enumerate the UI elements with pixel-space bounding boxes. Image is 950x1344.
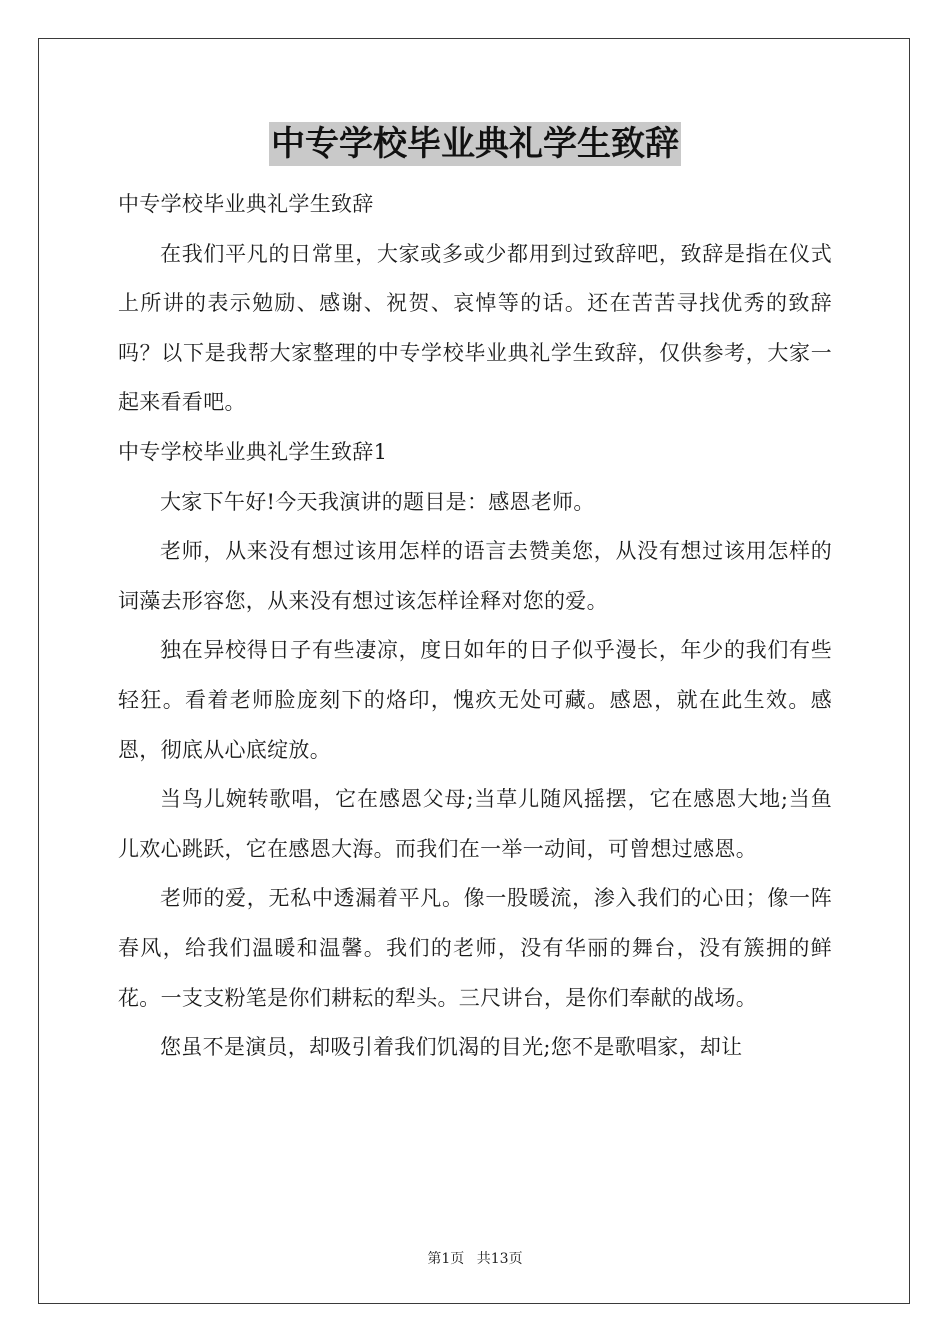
body-paragraph[interactable]: 大家下午好!今天我演讲的题目是：感恩老师。 — [160, 489, 595, 514]
body-paragraph[interactable]: 您虽不是演员，却吸引着我们饥渴的目光;您不是歌唱家，却让 — [160, 1035, 743, 1060]
page-footer — [0, 1248, 950, 1268]
body-paragraph[interactable]: 独在异校得日子有些凄凉，度日如年的日子似乎漫长，年少的我们有些轻狂。看着老师脸庞刻下的烙印，愧疚无处可藏。感恩，就在此生效。感恩，彻底从心底绽放。 — [118, 638, 832, 762]
page-number: 第1页 — [427, 1251, 465, 1267]
total-pages: 共13页 — [476, 1251, 523, 1267]
title-container — [118, 122, 832, 178]
body-paragraph[interactable]: 当鸟儿婉转歌唱，它在感恩父母;当草儿随风摇摆，它在感恩大地;当鱼儿欢心跳跃，它在感恩大海。而我们在一举一动间，可曾想过感恩。 — [118, 787, 832, 861]
section-heading[interactable]: 中专学校毕业典礼学生致辞1 — [118, 439, 388, 464]
intro-paragraph[interactable]: 在我们平凡的日常里，大家或多或少都用到过致辞吧，致辞是指在仪式上所讲的表示勉励、感谢、祝贺、哀悼等的话。还在苦苦寻找优秀的致辞吗？以下是我帮大家整理的中专学校毕业典礼学生致辞，仅供参考，大家一起来看看吧。 — [118, 241, 832, 415]
document-title[interactable]: 中专学校毕业典礼学生致辞 — [271, 124, 679, 164]
body-paragraph[interactable]: 老师的爱，无私中透漏着平凡。像一股暖流，渗入我们的心田；像一阵春风，给我们温暖和温馨。我们的老师，没有华丽的舞台，没有簇拥的鲜花。一支支粉笔是你们耕耘的犁头。三尺讲台，是你们奉献的战场。 — [118, 886, 832, 1010]
document-subtitle[interactable]: 中专学校毕业典礼学生致辞 — [118, 192, 374, 216]
body-paragraph[interactable]: 老师，从来没有想过该用怎样的语言去赞美您，从没有想过该用怎样的词藻去形容您，从来没有想过该怎样诠释对您的爱。 — [118, 539, 832, 613]
document-body — [118, 122, 832, 1073]
